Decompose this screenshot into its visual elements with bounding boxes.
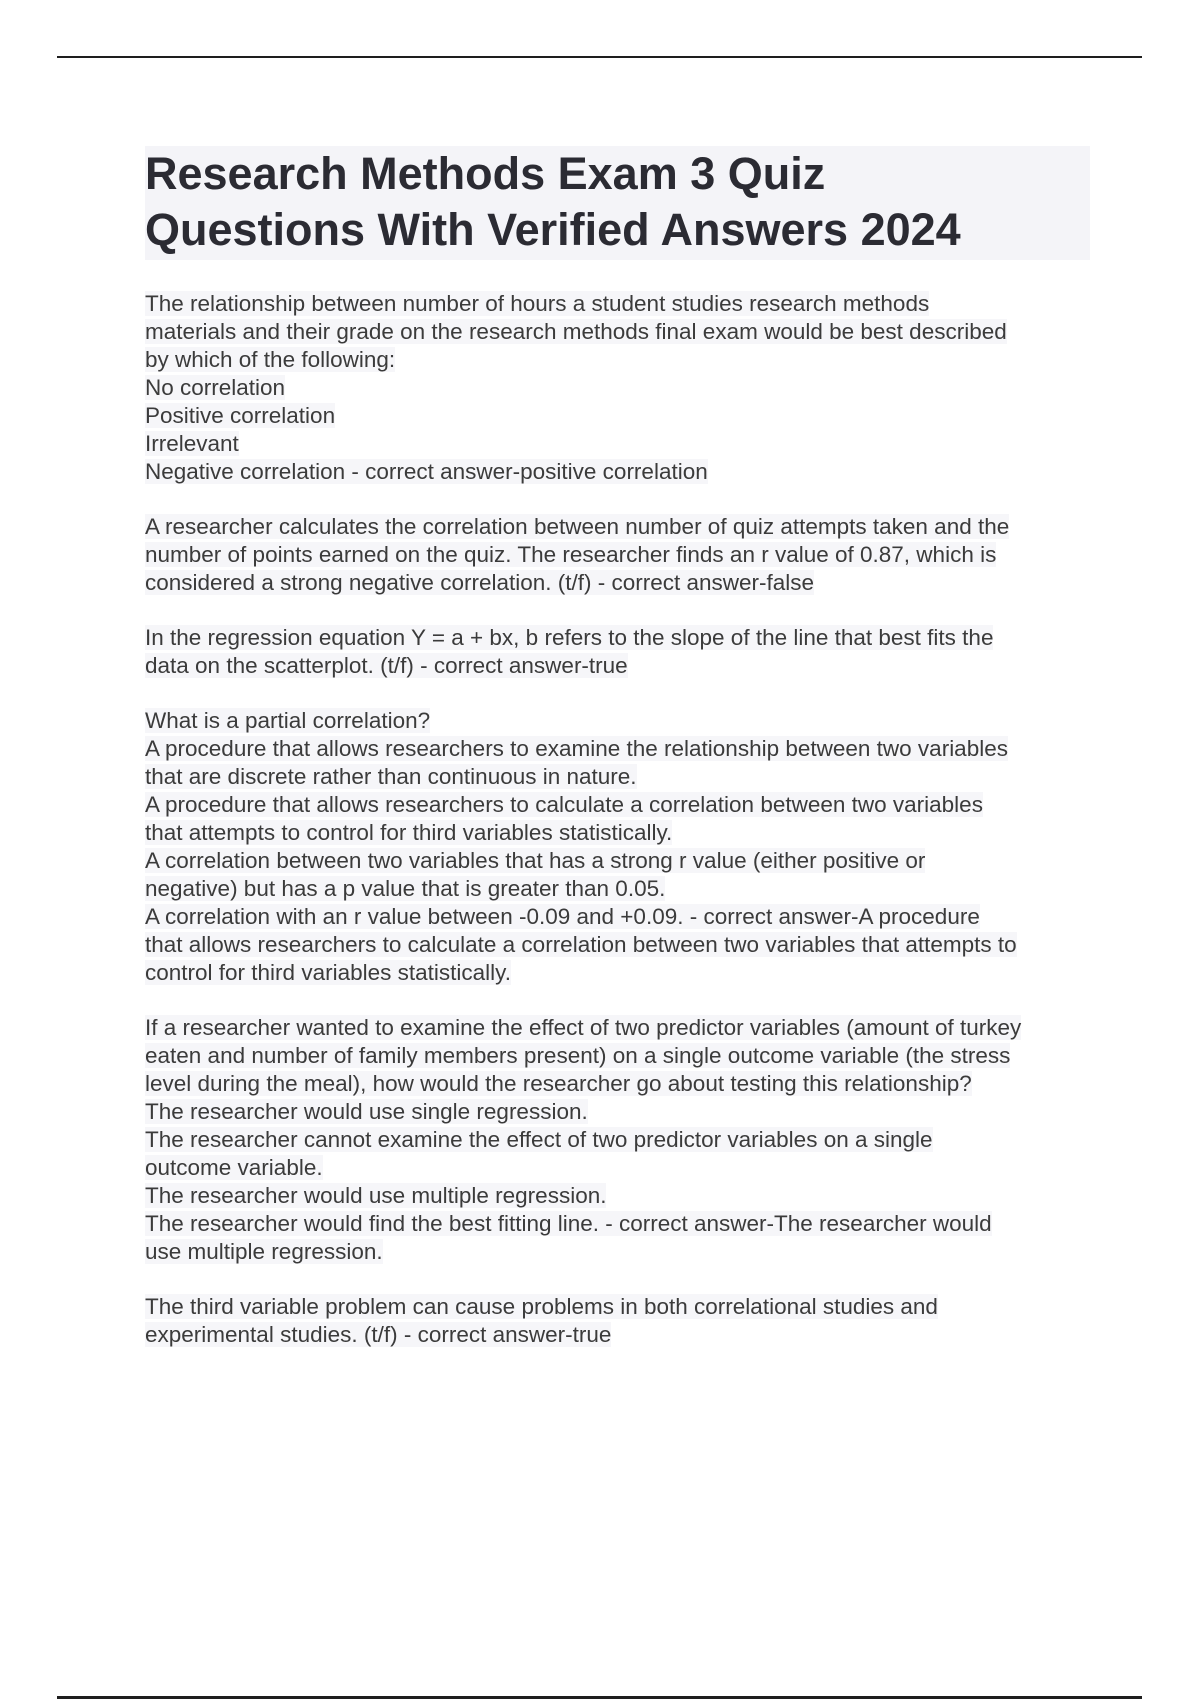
text-line-content: experimental studies. (t/f) - correct answer-true [145, 1322, 612, 1347]
text-line [145, 1126, 1090, 1154]
text-line-content: data on the scatterplot. (t/f) - correct answer-true [145, 653, 628, 678]
text-line-content: A correlation with an r value between -0.09 and +0.09. - correct answer-A procedure [145, 904, 980, 929]
text-line-content: The researcher cannot examine the effect of two predictor variables on a single [145, 1127, 933, 1152]
title-line-2: Questions With Verified Answers 2024 [145, 204, 961, 255]
text-line [145, 1154, 1090, 1182]
text-line-content: Positive correlation [145, 403, 336, 428]
text-line-content: No correlation [145, 375, 286, 400]
text-line-content: The researcher would find the best fitting line. - correct answer-The researcher would [145, 1211, 992, 1236]
text-line [145, 931, 1090, 959]
text-line-content: eaten and number of family members present) on a single outcome variable (the stress [145, 1043, 1011, 1068]
text-line-content: materials and their grade on the research methods final exam would be best described [145, 319, 1007, 344]
text-line [145, 430, 1090, 458]
text-line [145, 652, 1090, 680]
text-line-content: control for third variables statistically. [145, 960, 511, 985]
text-line [145, 290, 1090, 318]
text-line-content: Irrelevant [145, 431, 239, 456]
text-line [145, 569, 1090, 597]
text-line-content: Negative correlation - correct answer-positive correlation [145, 459, 708, 484]
text-line-content: by which of the following: [145, 347, 396, 372]
text-line [145, 318, 1090, 346]
text-line-content: outcome variable. [145, 1155, 323, 1180]
question-block [145, 707, 1090, 987]
text-line [145, 541, 1090, 569]
text-line [145, 735, 1090, 763]
question-block [145, 624, 1090, 680]
text-line [145, 1210, 1090, 1238]
text-line [145, 819, 1090, 847]
text-line-content: number of points earned on the quiz. The researcher finds an r value of 0.87, which is [145, 542, 997, 567]
text-line-content: considered a strong negative correlation. (t/f) - correct answer-false [145, 570, 815, 595]
text-line-content: that are discrete rather than continuous in nature. [145, 764, 637, 789]
bottom-rule [57, 1696, 1142, 1699]
text-line-content: A procedure that allows researchers to calculate a correlation between two variables [145, 792, 983, 817]
text-line-content: use multiple regression. [145, 1239, 383, 1264]
text-line [145, 847, 1090, 875]
top-rule [57, 56, 1142, 58]
text-line [145, 763, 1090, 791]
text-line [145, 1293, 1090, 1321]
text-line-content: If a researcher wanted to examine the effect of two predictor variables (amount of turkey [145, 1015, 1022, 1040]
text-line [145, 959, 1090, 987]
question-list [145, 290, 1090, 1349]
text-line-content: What is a partial correlation? [145, 708, 431, 733]
text-line [145, 1014, 1090, 1042]
text-line-content: A researcher calculates the correlation between number of quiz attempts taken and the [145, 514, 1010, 539]
text-line-content: The researcher would use single regression. [145, 1099, 588, 1124]
text-line [145, 1182, 1090, 1210]
text-line [145, 458, 1090, 486]
text-line-content: level during the meal), how would the researcher go about testing this relationship? [145, 1071, 972, 1096]
text-line-content: A procedure that allows researchers to examine the relationship between two variables [145, 736, 1008, 761]
text-line [145, 1098, 1090, 1126]
text-line-content: The third variable problem can cause problems in both correlational studies and [145, 1294, 938, 1319]
text-line-content: In the regression equation Y = a + bx, b refers to the slope of the line that best fits the [145, 625, 994, 650]
question-block [145, 290, 1090, 486]
title-box [145, 146, 1090, 260]
question-block [145, 1014, 1090, 1266]
document-body [145, 146, 1090, 1376]
text-line-content: that allows researchers to calculate a correlation between two variables that attempts to [145, 932, 1017, 957]
text-line [145, 903, 1090, 931]
text-line [145, 402, 1090, 430]
document-title [145, 146, 1090, 258]
text-line-content: A correlation between two variables that has a strong r value (either positive or [145, 848, 926, 873]
title-line-1: Research Methods Exam 3 Quiz [145, 148, 826, 199]
text-line-content: The relationship between number of hours a student studies research methods [145, 291, 930, 316]
text-line [145, 624, 1090, 652]
text-line [145, 1321, 1090, 1349]
text-line [145, 346, 1090, 374]
text-line-content: that attempts to control for third variables statistically. [145, 820, 673, 845]
text-line [145, 374, 1090, 402]
question-block [145, 513, 1090, 597]
text-line-content: negative) but has a p value that is greater than 0.05. [145, 876, 666, 901]
text-line [145, 1042, 1090, 1070]
text-line-content: The researcher would use multiple regression. [145, 1183, 607, 1208]
text-line [145, 1070, 1090, 1098]
text-line [145, 875, 1090, 903]
text-line [145, 1238, 1090, 1266]
text-line [145, 791, 1090, 819]
question-block [145, 1293, 1090, 1349]
text-line [145, 513, 1090, 541]
text-line [145, 707, 1090, 735]
